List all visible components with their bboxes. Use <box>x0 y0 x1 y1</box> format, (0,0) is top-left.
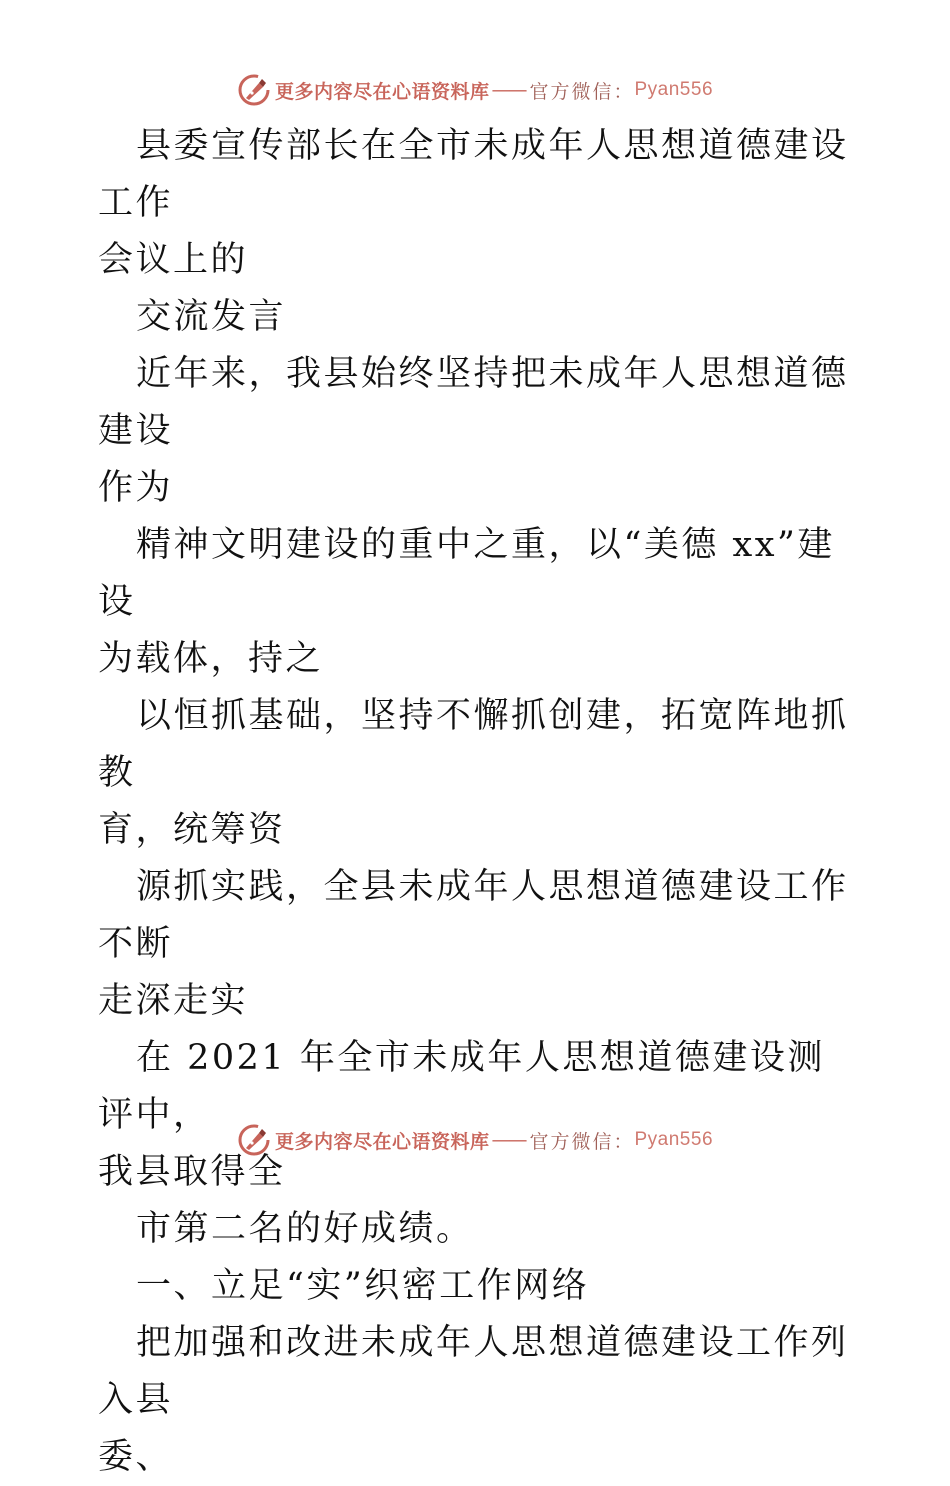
document-body <box>98 118 858 1486</box>
paragraph-line: 源抓实践，全县未成年人思想道德建设工作不断 <box>98 867 849 964</box>
header-watermark <box>0 70 950 110</box>
paragraph-line: 近年来，我县始终坚持把未成年人思想道德建设 <box>98 354 849 451</box>
watermark-main-text: 更多内容尽在心语资料库 <box>274 80 490 103</box>
watermark-wechat-id: Pyan556 <box>634 79 714 100</box>
paragraph-line: 交流发言 <box>136 297 287 337</box>
watermark-label: 官方微信： <box>529 80 635 103</box>
watermark-dash: —— <box>491 1129 526 1151</box>
pen-nib-logo-icon <box>237 1123 271 1157</box>
paragraph-line: 精神文明建设的重中之重，以“美德 xx”建设 <box>98 525 835 622</box>
paragraph-continuation-line: 我县取得全 <box>98 1152 286 1192</box>
watermark-label: 官方微信： <box>529 1130 635 1153</box>
footer-watermark <box>0 1120 950 1160</box>
paragraph-line: 以恒抓基础，坚持不懈抓创建，拓宽阵地抓教 <box>98 696 849 793</box>
paragraph-continuation-line: 育，统筹资 <box>98 810 286 850</box>
pen-nib-logo-icon <box>237 73 271 107</box>
watermark-dash: —— <box>491 79 526 101</box>
paragraph-continuation-line: 会议上的 <box>98 240 249 280</box>
paragraph-line: 把加强和改进未成年人思想道德建设工作列入县 <box>98 1323 849 1420</box>
paragraph-line: 市第二名的好成绩。 <box>136 1209 474 1249</box>
watermark-main-text: 更多内容尽在心语资料库 <box>274 1130 490 1153</box>
paragraph-line: 一、立足“实”织密工作网络 <box>136 1266 590 1306</box>
paragraph-line: 在 2021 年全市未成年人思想道德建设测评中， <box>98 1038 825 1135</box>
paragraph-continuation-line: 走深走实 <box>98 981 249 1021</box>
paragraph-line: 县委宣传部长在全市未成年人思想道德建设工作 <box>98 126 849 223</box>
watermark-wechat-id: Pyan556 <box>634 1129 714 1150</box>
paragraph-continuation-line: 委、 <box>98 1437 174 1477</box>
paragraph-continuation-line: 为载体，持之 <box>98 639 324 679</box>
paragraph-continuation-line: 作为 <box>98 468 174 508</box>
